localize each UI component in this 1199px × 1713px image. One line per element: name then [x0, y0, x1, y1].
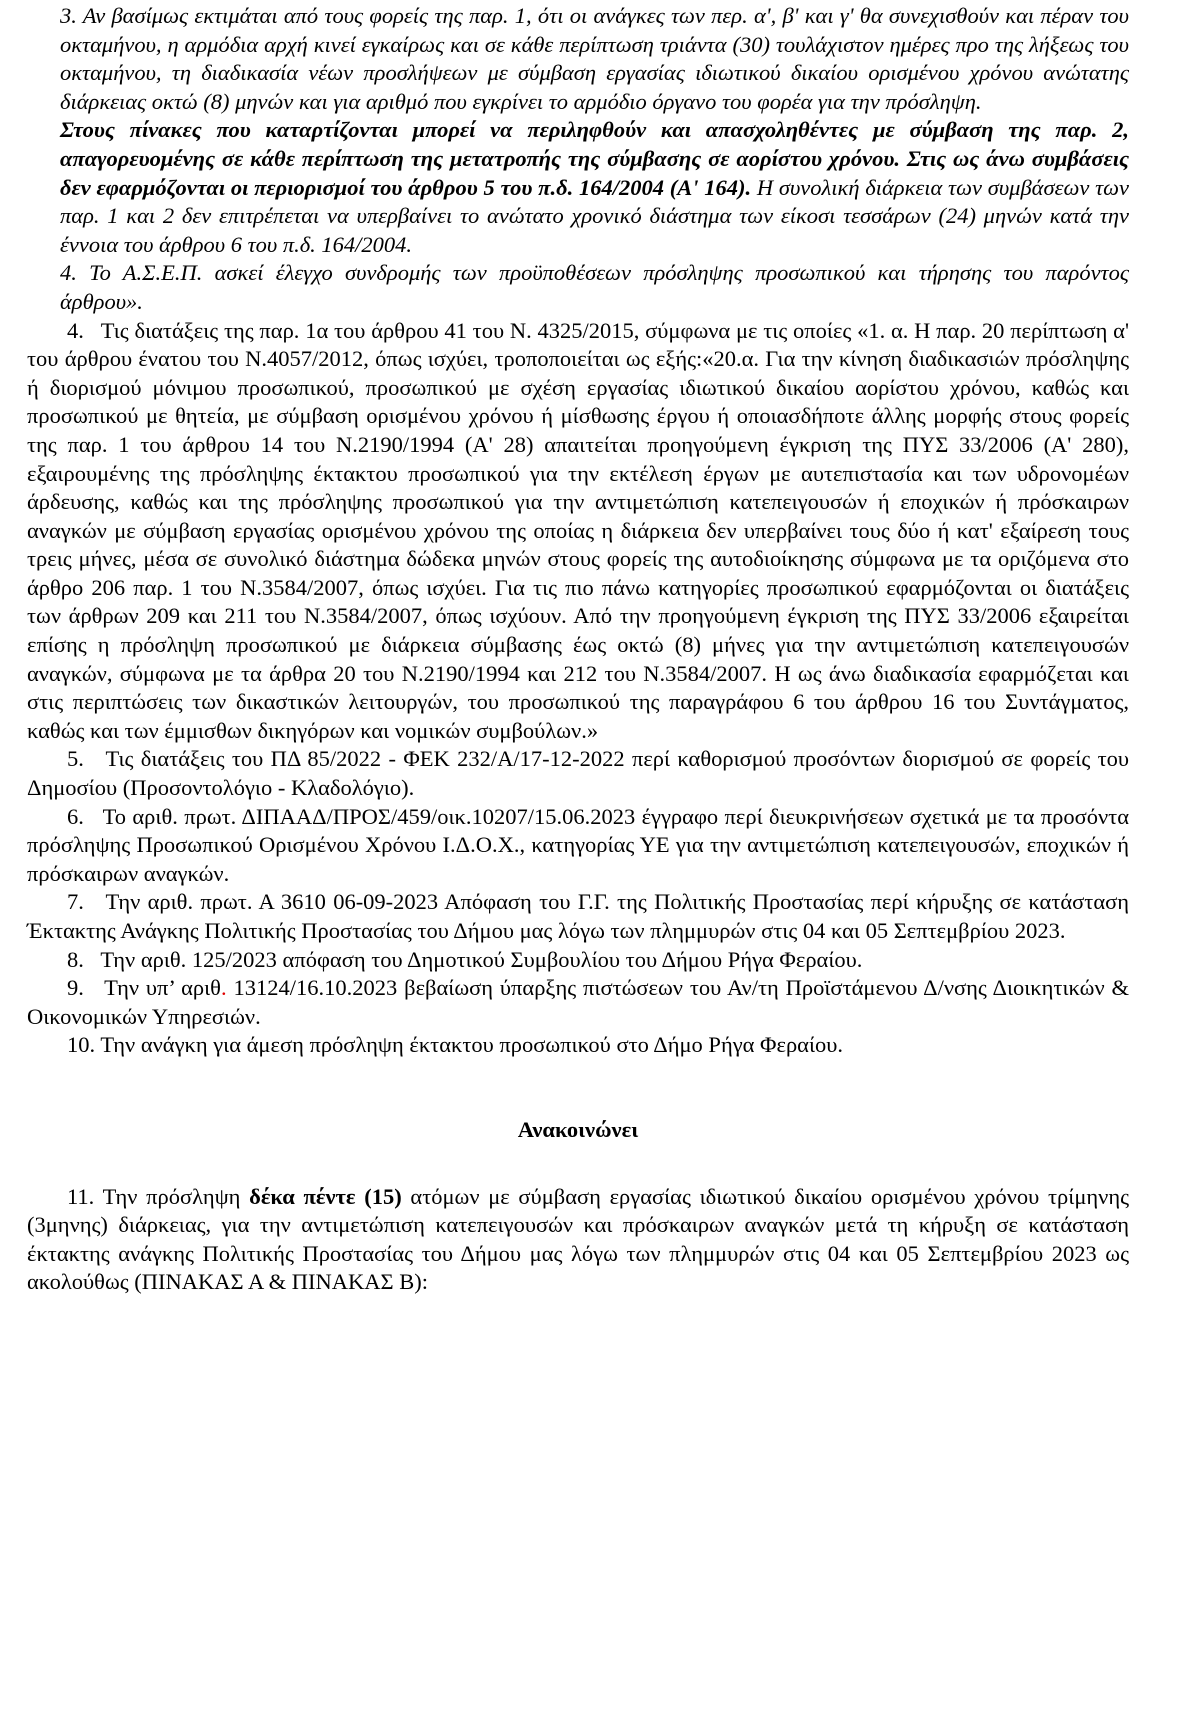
quoted-paragraph-3-text: 3. Αν βασίμως εκτιμάται από τους φορείς της παρ. 1, ότι οι ανάγκες των περ. α', β' και γ' θα συνεχισθούν και πέραν του οκταμήνου, η αρμόδια αρχή κινεί εγκαίρως και σε κάθε περίπτωση τριάντα (30) τουλάχιστον ημέρες προ της λήξεως του οκταμήνου, τη διαδικασία νέων προσλήψεων με σύμβαση εργασίας ιδιωτικού δικαίου ορισμένου χρόνου ανώτατης διάρκειας οκτώ (8) μηνών και για αριθμό που εγκρίνει το αρμόδιο όργανο του φορέα για την πρόσληψη. [60, 3, 1129, 114]
list-item-4 [27, 317, 1129, 746]
announcement-text-rest: ατόμων με σύμβαση εργασίας ιδιωτικού δικαίου ορισμένου χρόνου τρίμηνης (3μηνης) διάρκειας, για την αντιμετώπιση κατεπειγουσών και πρόσκαιρων αναγκών μετά τη κήρυξη σε κατάσταση έκτακτης ανάγκης Πολιτικής Προστασίας του Δήμου μας λόγω των πλημμυρών στις 04 και 05 Σεπτεμβρίου 2023 ως ακολούθως (ΠΙΝΑΚΑΣ Α & ΠΙΝΑΚΑΣ Β): [27, 1183, 1130, 1295]
item-number: 7. [67, 889, 84, 915]
list-item-9 [27, 974, 1129, 1031]
red-mark: . [220, 975, 227, 1001]
item-number: 9. [67, 975, 84, 1001]
item-number: 5. [67, 746, 84, 772]
quoted-paragraph-3-rest: Η συνολική διάρκεια των συμβάσεων των παρ. 1 και 2 δεν επιτρέπεται να υπερβαίνει το ανώτατο χρονικό διάστημα των είκοσι τεσσάρων (24) μηνών κατά την έννοια του άρθρου 6 του π.δ. 164/2004. [60, 174, 1129, 257]
item-text: Την αριθ. πρωτ. Α 3610 06-09-2023 Απόφαση του Γ.Γ. της Πολιτικής Προστασίας περί κήρυξης σε κατάσταση Έκτακτης Ανάγκης Πολιτικής Προστασίας του Δήμου μας λόγω των πλημμυρών στις 04 και 05 Σεπτεμβρίου 2023. [27, 889, 1129, 943]
item-text: Την υπ’ αριθ [104, 975, 221, 1001]
document-page [27, 0, 1129, 1297]
item-text: Τις διατάξεις της παρ. 1α του άρθρου 41 του Ν. 4325/2015, σύμφωνα με τις οποίες «1. α. Η παρ. 20 περίπτωση α' του άρθρου ένατου του Ν.4057/2012, όπως ισχύει, τροποποιείται ως εξής:«20.α. Για την κίνηση διαδικασιών πρόσληψης ή διορισμού μόνιμου προσωπικού, προσωπικού με σχέση εργασίας ιδιωτικού δικαίου αορίστου χρόνου, καθώς και προσωπικού με θητεία, με σύμβαση ορισμένου χρόνου ή μίσθωσης έργου ή οποιασδήποτε άλλης μορφής στους φορείς της παρ. 1 του άρθρου 14 του Ν.2190/1994 (Α' 28) απαιτείται προηγούμενη έγκριση της ΠΥΣ 33/2006 (Α' 280), εξαιρουμένης της πρόσληψης έκτακτου προσωπικού για την εκτέλεση έργων με αυτεπιστασία και των υδρονομέων άρδευσης, καθώς και της πρόσληψης προσωπικού για την αντιμετώπιση κατεπειγουσών ή εποχικών ή πρόσκαιρων αναγκών με σύμβαση εργασίας ορισμένου χρόνου της οποίας η διάρκεια δεν υπερβαίνει τους δύο ή κατ' εξαίρεση τους τρεις μήνες, μέσα σε συνολικό διάστημα δώδεκα μηνών στους φορείς της αυτοδιοίκησης σύμφωνα με τα οριζόμενα στο άρθρο 206 παρ. 1 του Ν.3584/2007, όπως ισχύει. Για τις πιο πάνω κατηγορίες προσωπικού εφαρμόζονται οι διατάξεις των άρθρων 209 και 211 του Ν.3584/2007, όπως ισχύουν. Από την προηγούμενη έγκριση της ΠΥΣ 33/2006 εξαιρείται επίσης η πρόσληψη προσωπικού με διάρκεια σύμβασης έως οκτώ (8) μήνες για την αντιμετώπιση κατεπειγουσών αναγκών, σύμφωνα με τα άρθρα 20 του Ν.2190/1994 και 212 του Ν.3584/2007. Η ως άνω διαδικασία εφαρμόζεται και στις περιπτώσεις των δικαστικών λειτουργών, του προσωπικού της παραγράφου 6 του άρθρου 16 του Συντάγματος, καθώς και των έμμισθων δικηγόρων και νομικών συμβούλων.» [27, 317, 1130, 743]
item-number: 4. [67, 317, 84, 343]
item-text: Την αριθ. 125/2023 απόφαση του Δημοτικού Συμβουλίου του Δήμου Ρήγα Φεραίου. [100, 946, 863, 972]
item-number: 8. [67, 946, 84, 972]
list-item-8 [27, 946, 1129, 975]
item-number: 6. [67, 803, 84, 829]
list-item-6 [27, 803, 1129, 889]
announcement-text: Την πρόσληψη [102, 1183, 250, 1209]
list-item-7 [27, 888, 1129, 945]
list-item-5 [27, 745, 1129, 802]
item-number: 10. [67, 1032, 96, 1058]
section-heading: Ανακοινώνει [517, 1116, 639, 1142]
list-item-10 [27, 1031, 1129, 1060]
item-text: Την ανάγκη για άμεση πρόσληψη έκτακτου προσωπικού στο Δήμο Ρήγα Φεραίου. [100, 1032, 844, 1058]
announcement-item-11 [27, 1183, 1129, 1297]
item-text: Το αριθ. πρωτ. ΔΙΠΑΑΔ/ΠΡΟΣ/459/οικ.10207/15.06.2023 έγγραφο περί διευκρινήσεων σχετικά με τα προσόντα πρόσληψης Προσωπικού Ορισμένου Χρόνου Ι.Δ.Ο.Χ., κατηγορίας ΥΕ για την αντιμετώπιση κατεπειγουσών, εποχικών ή πρόσκαιρων αναγκών. [27, 803, 1129, 886]
quoted-paragraph-3 [60, 2, 1129, 259]
item-number: 11. [67, 1183, 95, 1209]
quoted-paragraph-4: 4. Το Α.Σ.Ε.Π. ασκεί έλεγχο συνδρομής των προϋποθέσεων πρόσληψης προσωπικού και τήρησης του παρόντος άρθρου». [60, 260, 1129, 314]
quoted-paragraph-3-bold: Στους πίνακες που καταρτίζονται μπορεί να περιληφθούν και απασχοληθέντες με σύμβαση της παρ. 2, απαγορευομένης σε κάθε περίπτωση της μετατροπής της σύμβασης σε αορίστου χρόνου. Στις ως άνω συμβάσεις δεν εφαρμόζονται οι περιορισμοί του άρθρου 5 του π.δ. 164/2004 (Α' 164). [60, 117, 1129, 200]
spacer [27, 1060, 1129, 1089]
announcement-count: δέκα πέντε (15) [249, 1183, 402, 1209]
item-text: Τις διατάξεις του ΠΔ 85/2022 - ΦΕΚ 232/Α/17-12-2022 περί καθορισμού προσόντων διορισμού σε φορείς του Δημοσίου (Προσοντολόγιο - Κλαδολόγιο). [27, 746, 1129, 801]
quoted-article-block [60, 0, 1129, 317]
item-text-rest: 13124/16.10.2023 βεβαίωση ύπαρξης πιστώσεων του Αν/τη Προϊστάμενου Δ/νσης Διοικητικών & Οικονομικών Υπηρεσιών. [27, 975, 1130, 1029]
